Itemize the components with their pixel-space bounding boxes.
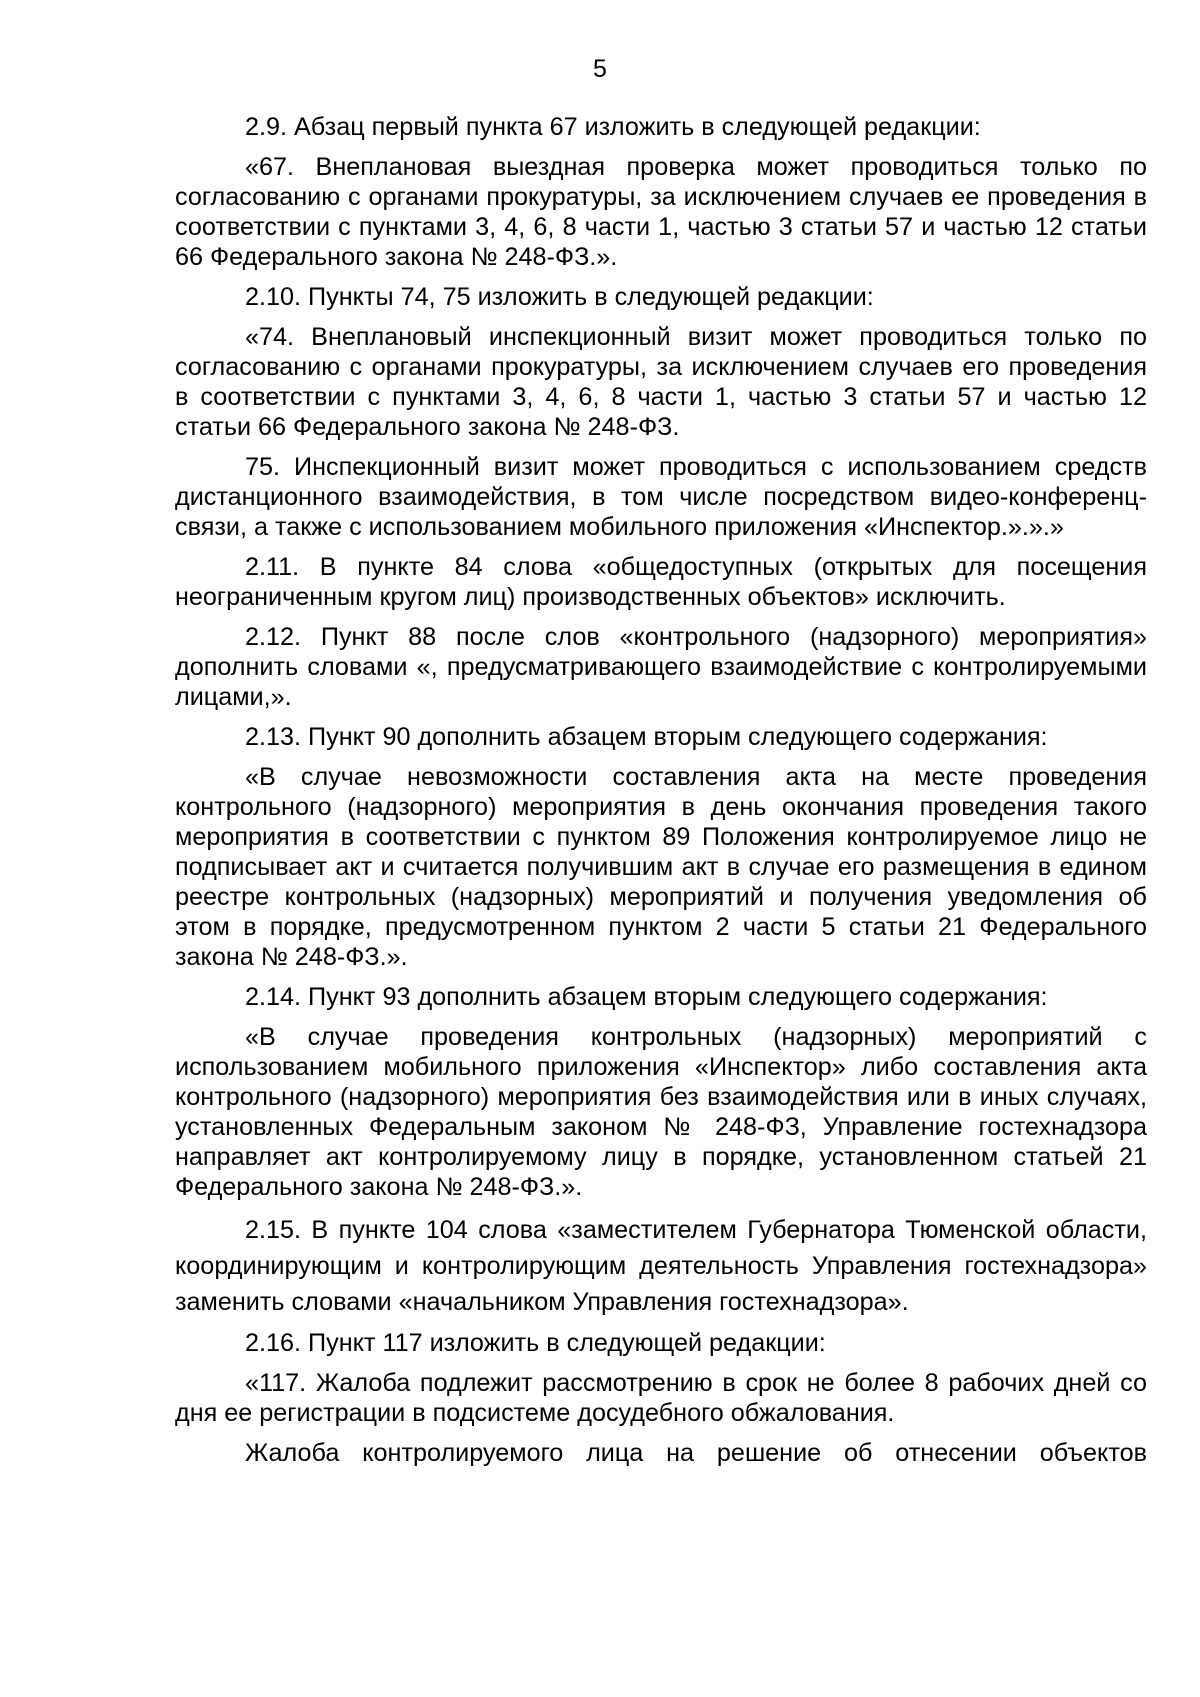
paragraph-item-67-text: «67. Внеплановая выездная проверка может проводиться только по согласованию с органами прокуратуры, за исключением случаев ее проведения в соответствии с пунктами 3, 4, 6, 8 части 1, частью 3 статьи 57 и частью 12 статьи 66 Федерального закона № 248-ФЗ.». bbox=[175, 153, 1147, 271]
paragraph-item-75-text: 75. Инспекционный визит может проводиться с использованием средств дистанционного взаимодействия, в том числе посредством видео-конференц-связи, а также с использованием мобильного приложения «Инспектор.».».» bbox=[175, 453, 1147, 541]
paragraph-item-93-text: «В случае проведения контрольных (надзорных) мероприятий с использованием мобильного приложения «Инспектор» либо составления акта контрольного (надзорного) мероприятия без взаимодействия или в иных случаях, установленных Федеральным законом № 248-ФЗ, Управление гостехнадзора направляет акт контролируемому лицу в порядке, установленном статьей 21 Федерального закона № 248-ФЗ.». bbox=[175, 1023, 1147, 1201]
document-body bbox=[175, 112, 1147, 1468]
paragraph-2-12: 2.12. Пункт 88 после слов «контрольного (надзорного) мероприятия» дополнить словами «, предусматривающего взаимодействие с контролируемыми лицами,». bbox=[175, 623, 1147, 711]
paragraph-item-90-text: «В случае невозможности составления акта на месте проведения контрольного (надзорного) мероприятия в день окончания проведения такого мероприятия в соответствии с пунктом 89 Положения контролируемое лицо не подписывает акт и считается получившим акт в случае его размещения в едином реестре контрольных (надзорных) мероприятий и получения уведомления об этом в порядке, предусмотренном пунктом 2 части 5 статьи 21 Федерального закона № 248-ФЗ.». bbox=[175, 763, 1147, 971]
paragraph-2-14-heading: 2.14. Пункт 93 дополнить абзацем вторым следующего содержания: bbox=[245, 983, 1048, 1011]
paragraph-2-11: 2.11. В пункте 84 слова «общедоступных (открытых для посещения неограниченным кругом лиц) производственных объектов» исключить. bbox=[175, 553, 1147, 611]
paragraph-item-74-text: «74. Внеплановый инспекционный визит может проводиться только по согласованию с органами прокуратуры, за исключением случаев его проведения в соответствии с пунктами 3, 4, 6, 8 части 1, частью 3 статьи 57 и частью 12 статьи 66 Федерального закона № 248-ФЗ. bbox=[175, 323, 1147, 441]
page-number: 5 bbox=[593, 55, 607, 83]
paragraph-2-16-heading: 2.16. Пункт 117 изложить в следующей редакции: bbox=[245, 1329, 826, 1357]
paragraph-2-15: 2.15. В пункте 104 слова «заместителем Губернатора Тюменской области, координирующим и контролирующим деятельность Управления гостехнадзора» заменить словами «начальником Управления гостехнадзора». bbox=[175, 1216, 1147, 1316]
paragraph-2-13-heading: 2.13. Пункт 90 дополнить абзацем вторым следующего содержания: bbox=[245, 723, 1048, 751]
paragraph-item-117-text: «117. Жалоба подлежит рассмотрению в срок не более 8 рабочих дней со дня ее регистрации в подсистеме досудебного обжалования. bbox=[175, 1369, 1147, 1427]
paragraph-2-9-heading: 2.9. Абзац первый пункта 67 изложить в следующей редакции: bbox=[245, 113, 981, 141]
paragraph-2-10-heading: 2.10. Пункты 74, 75 изложить в следующей редакции: bbox=[245, 283, 874, 311]
paragraph-complaint-start: Жалоба контролируемого лица на решение об отнесении объектов bbox=[245, 1439, 1147, 1467]
